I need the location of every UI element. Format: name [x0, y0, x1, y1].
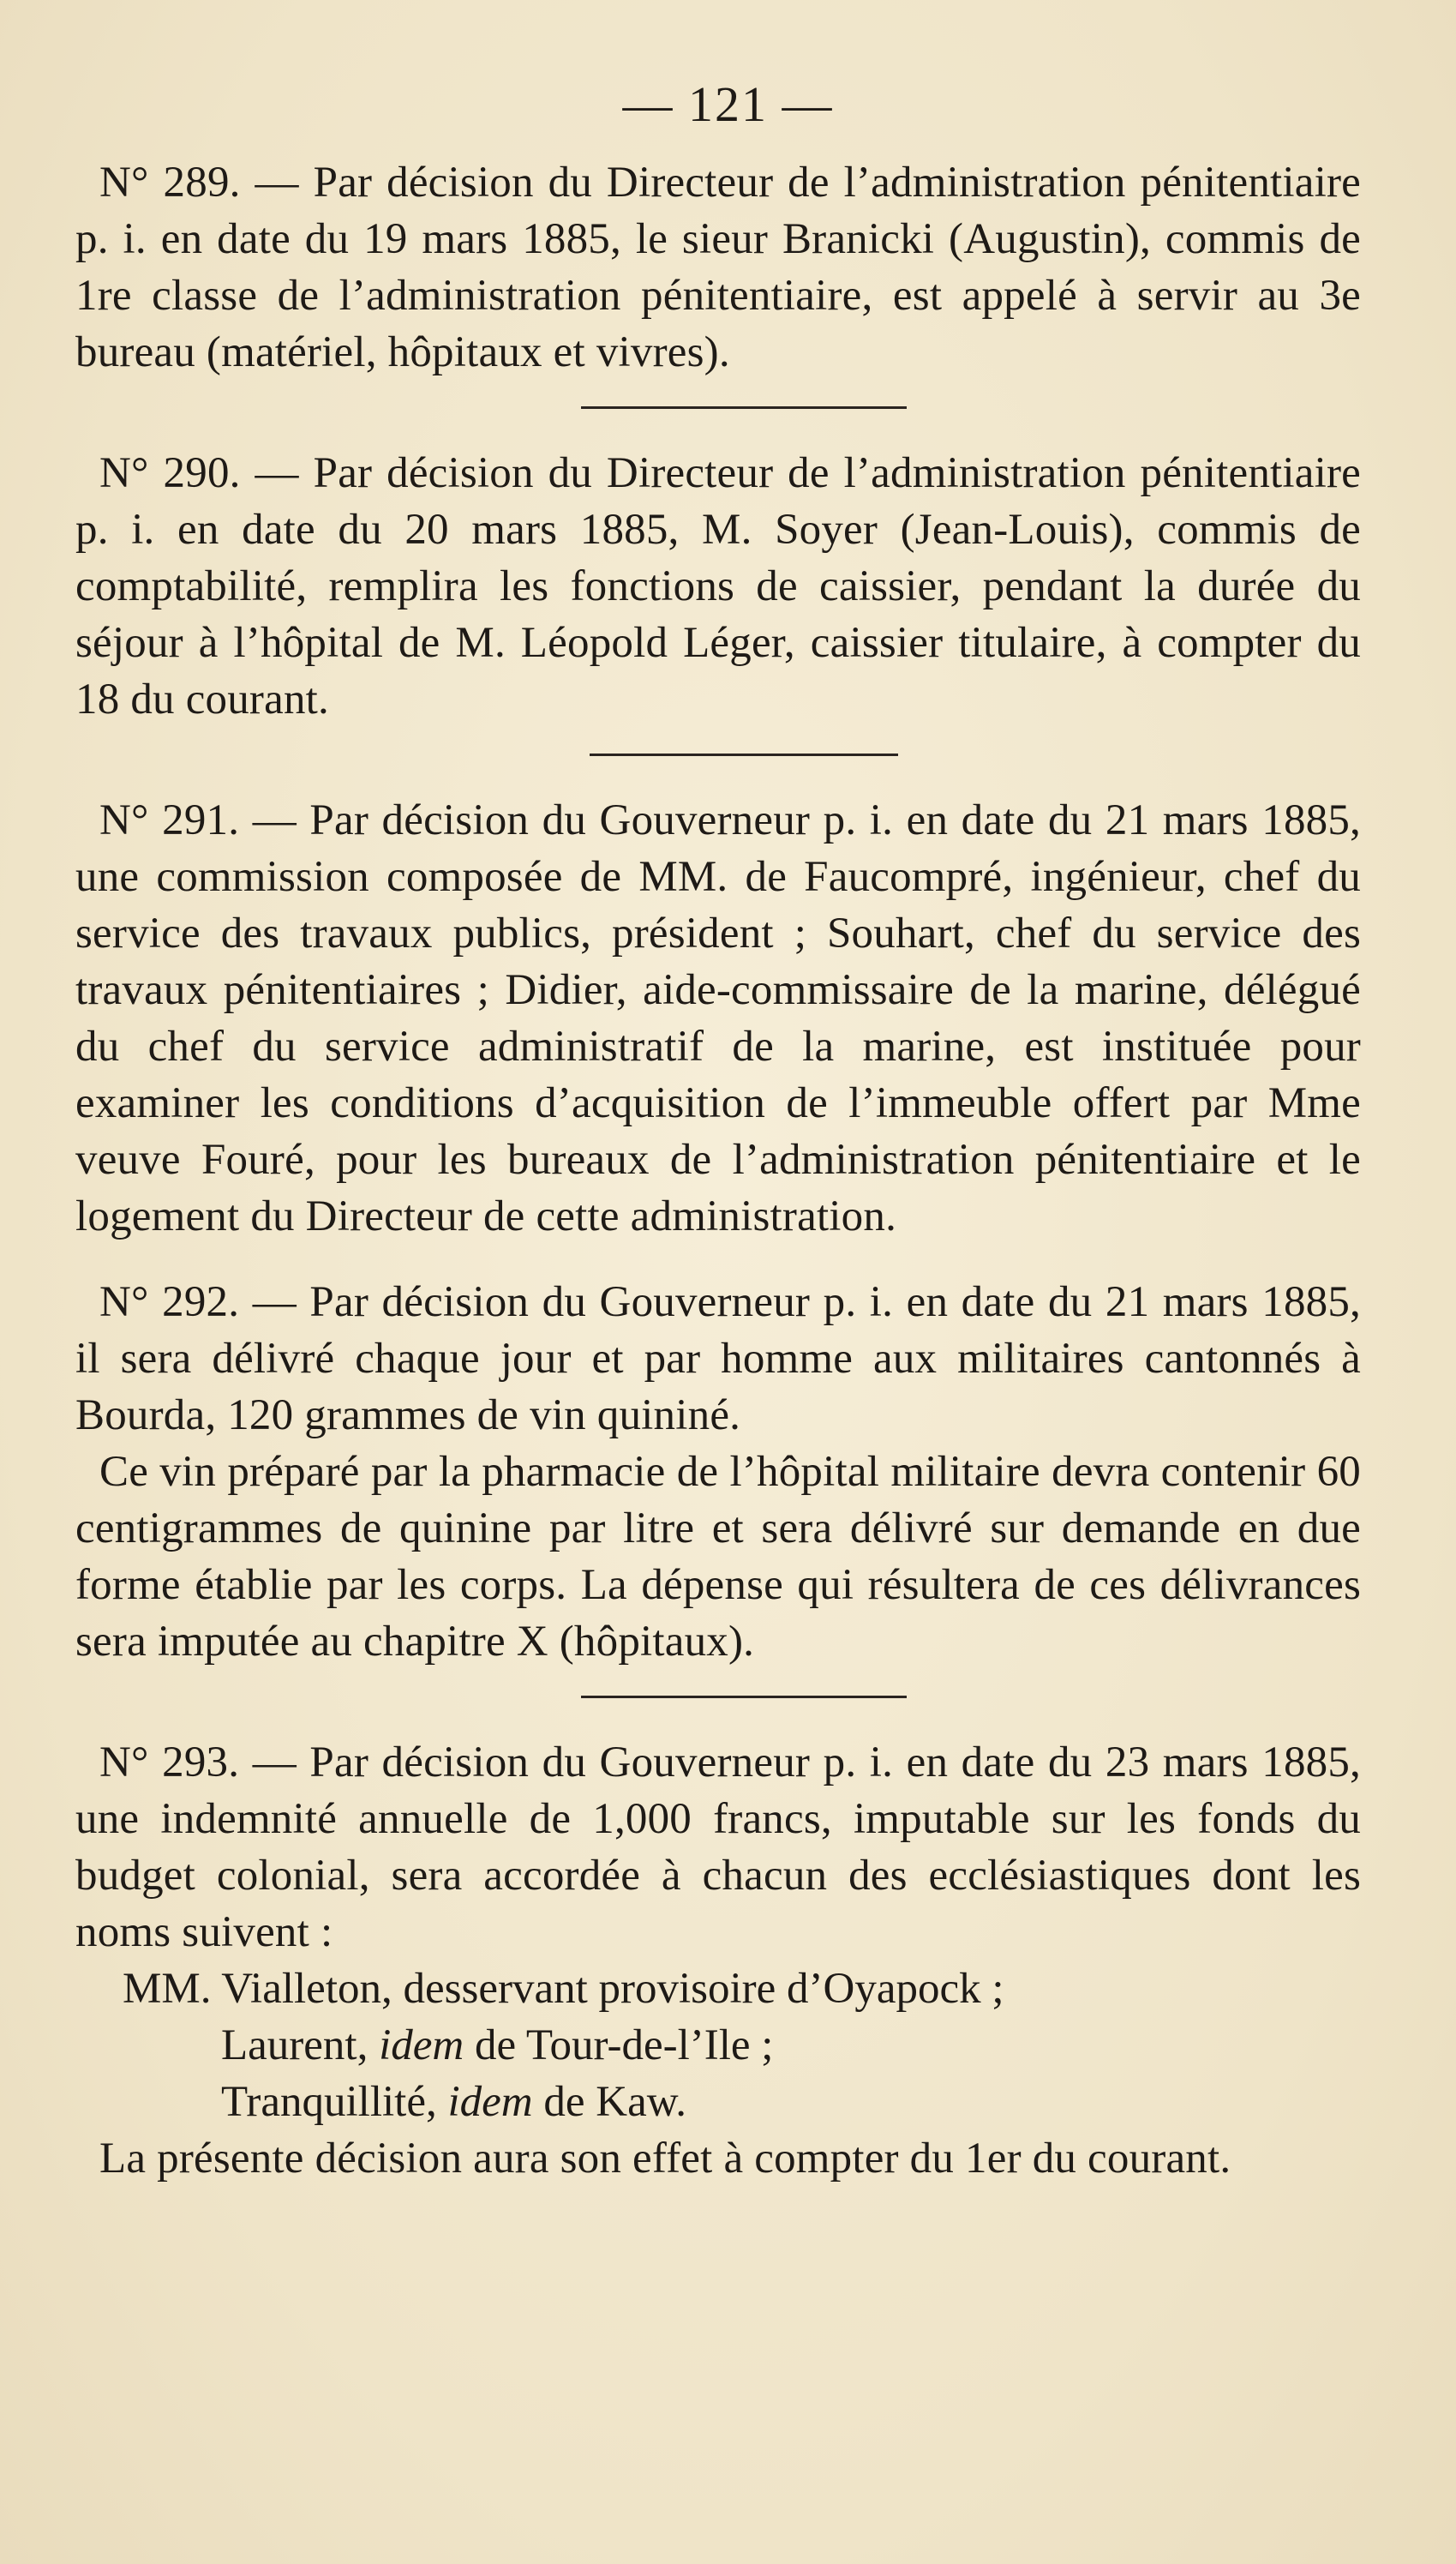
entry-289: N° 289. — Par décision du Directeur de l’administration pénitentiaire p. i. en date du 19 mars 1885, le sieur Branicki (Augustin), commis de 1re classe de l’administration pénitentiaire, est appelé à servir au 3e bureau (matériel, hôpitaux et vivres).: [75, 159, 1361, 376]
idem-word: idem: [447, 2078, 533, 2126]
paragraph-gap: [75, 1245, 1361, 1274]
entry-292: N° 292. — Par décision du Gouverneur p. i. en date du 21 mars 1885, il sera délivré chaque jour et par homme aux militaires cantonnés à Bourda, 120 grammes de vin quininé.: [75, 1278, 1361, 1439]
clergy-list-item: MM. Vialleton, desservant provisoire d’Oyapock ;: [123, 1965, 1004, 2013]
idem-word: idem: [379, 2021, 464, 2069]
text-column: [75, 154, 1361, 2187]
clergy-name: Tranquillité,: [221, 2078, 437, 2126]
entry-292-continuation: Ce vin préparé par la pharmacie de l’hôpital militaire devra contenir 60 centigrammes de quinine par litre et sera délivré sur demande en due forme établie par les corps. La dépense qui résultera de ces délivrances sera imputée au chapitre X (hôpitaux).: [75, 1448, 1361, 1666]
page-number: — 121 —: [622, 76, 834, 132]
clergy-post: de Kaw.: [543, 2078, 686, 2126]
clergy-post: de Tour-de-l’Ile ;: [474, 2021, 774, 2069]
clergy-list-item: [75, 2074, 1361, 2130]
clergy-name: Laurent,: [221, 2021, 368, 2069]
separator-rule: [590, 754, 898, 756]
entry-290: N° 290. — Par décision du Directeur de l’administration pénitentiaire p. i. en date du 20 mars 1885, M. Soyer (Jean-Louis), commis de comptabilité, remplira les fonctions de caissier, pendant la durée du séjour à l’hôpital de M. Léopold Léger, caissier titulaire, à compter du 18 du courant.: [75, 449, 1361, 724]
separator-rule: [581, 406, 907, 409]
entry-293-closing: La présente décision aura son effet à compter du 1er du courant.: [99, 2135, 1231, 2183]
clergy-list-item: [75, 2017, 1361, 2074]
entry-291: N° 291. — Par décision du Gouverneur p. i. en date du 21 mars 1885, une commission composée de MM. de Faucompré, ingénieur, chef du service des travaux publics, président ; Souhart, chef du service des travaux pénitentiaires ; Didier, aide-commissaire de la marine, délégué du chef du service administratif de la marine, est instituée pour examiner les conditions d’acquisition de l’immeuble offert par Mme veuve Fouré, pour les bureaux de l’administration pénitentiaire et le logement du Directeur de cette administration.: [75, 796, 1361, 1240]
entry-293: N° 293. — Par décision du Gouverneur p. i. en date du 23 mars 1885, une indemnité annuelle de 1,000 francs, imputable sur les fonds du budget colonial, sera accordée à chacun des ecclésiastiques dont les noms suivent :: [75, 1738, 1361, 1956]
separator-rule: [581, 1696, 907, 1698]
